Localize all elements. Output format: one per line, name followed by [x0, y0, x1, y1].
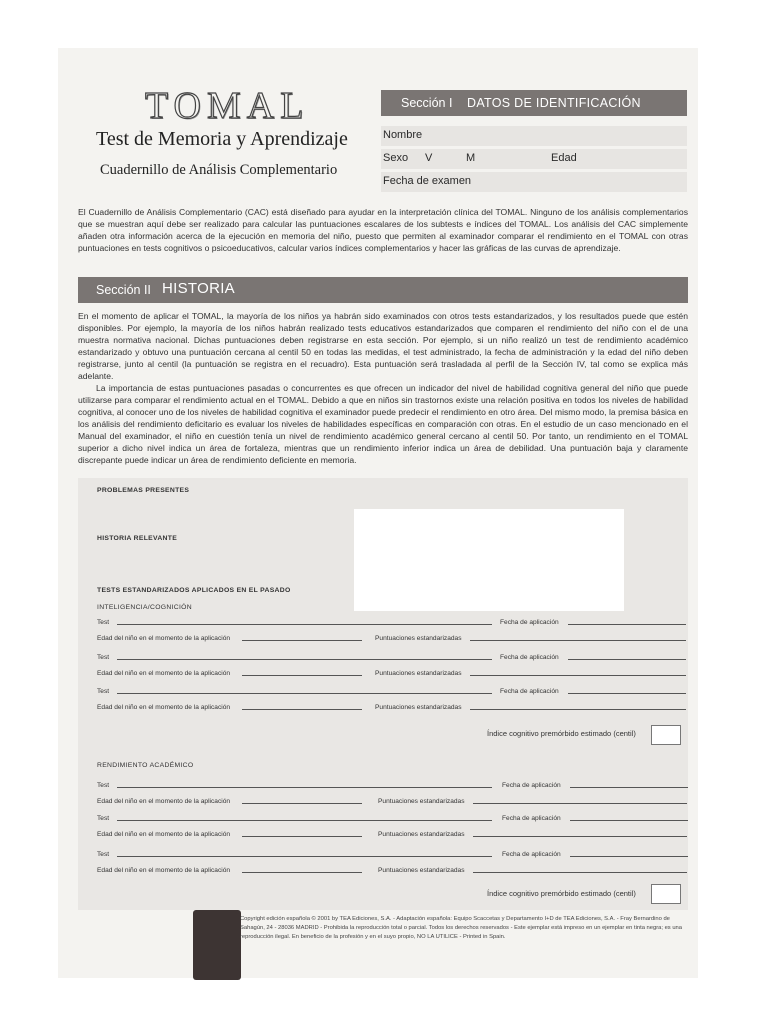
sex-age-row: [381, 149, 687, 169]
application-date-field[interactable]: [502, 851, 561, 858]
premorbid-index-label: Índice cognitivo premórbido estimado (centil): [487, 889, 636, 898]
test-label: Test: [97, 782, 110, 789]
section1-header: [381, 90, 687, 116]
cognition-heading: INTELIGENCIA/COGNICIÓN: [97, 604, 192, 611]
standard-scores-label: Puntuaciones estandarizadas: [378, 867, 465, 874]
premorbid-index-field[interactable]: [487, 729, 636, 738]
application-date-field[interactable]: [500, 619, 559, 626]
copyright-footer: Copyright edición española © 2001 by TEA Ediciones, S.A. - Adaptación española: Equipo Scaccetas y Departamento I+D de TEA Ediciones, S.A. - Fray Bernardino de Sahagún, 24 - 28036 MADRID - Prohibida la reproducción total o parcial. Todos los derechos reservados - Este ejemplar está impreso en un ejemplar en tinta negra; es una reproducción ilegal. En beneficio de la profesión y en el suyo propio, NO LA UTILICE - Printed in Spain.: [240, 916, 682, 940]
test-label: Test: [97, 619, 110, 626]
sex-label: Sexo: [383, 152, 409, 164]
premorbid-index-box[interactable]: [651, 884, 681, 904]
test-field[interactable]: [97, 619, 109, 626]
application-date-label: Fecha de aplicación: [502, 851, 561, 858]
standard-scores-field[interactable]: [378, 867, 465, 874]
test-field[interactable]: [97, 782, 109, 789]
child-age-field[interactable]: [97, 798, 230, 805]
application-date-field[interactable]: [502, 815, 561, 822]
test-field[interactable]: [97, 815, 109, 822]
test-field[interactable]: [97, 654, 109, 661]
premorbid-index-field[interactable]: [487, 889, 636, 898]
child-age-field[interactable]: [97, 704, 230, 711]
application-date-label: Fecha de aplicación: [500, 619, 559, 626]
intro-paragraph: El Cuadernillo de Análisis Complementario (CAC) está diseñado para ayudar en la interpretación clínica del TOMAL. Ninguno de los análisis complementarios que se muestran aquí debe ser realizado para calcular las puntuaciones escalares de los subtests e índices del TOMAL. Los análisis del CAC simplemente añaden otra información acerca de la ejecución en memoria del niño, puesto que permiten al examinador comparar el rendimiento en el TOMAL con otras puntuaciones en tests cognitivos o psicoeducativos, calcular varios índices complementarios y hacer las gráficas de las curvas de aprendizaje.: [78, 207, 688, 253]
standard-scores-field[interactable]: [375, 704, 462, 711]
child-age-field[interactable]: [97, 670, 230, 677]
child-age-label: Edad del niño en el momento de la aplicación: [97, 670, 231, 677]
application-date-label: Fecha de aplicación: [500, 654, 559, 661]
section2-header: [78, 277, 688, 303]
application-date-label: Fecha de aplicación: [502, 815, 561, 822]
history-paragraph-2: La importancia de estas puntuaciones pasadas o concurrentes es que ofrecen un indicador del nivel de habilidad cognitiva general del niño que puede utilizarse para comparar el rendimiento actual en el TOMAL. Debido a que en niños sin trastornos existe una relación positiva en todos los niveles de habilidad cognitiva, al conocer uno de los niveles de habilidad cognitiva el examinador puede predecir el rendimiento en otro área. Del mismo modo, la premisa básica en los análisis del rendimiento deficitario es evaluar los niveles de habilidades específicas en comparación con otras. En el estudio de un caso mencionado en el Manual del examinador, el niño en cuestión tenía un nivel de rendimiento académico general cercano al centil 50. Por tanto, un rendimiento en el TOMAL superior a dicho nivel indica un área de fortaleza, mientras que un rendimiento inferior indica un área de debilidad. Una puntuación baja y claramente discrepante puede indicar un área de rendimiento deficiente en memoria.: [78, 383, 688, 465]
exam-date-field[interactable]: [381, 172, 687, 192]
name-field[interactable]: [381, 126, 687, 146]
application-date-field[interactable]: [500, 654, 559, 661]
test-label: Test: [97, 851, 110, 858]
standard-scores-label: Puntuaciones estandarizadas: [375, 670, 462, 677]
name-label: Nombre: [383, 129, 423, 141]
standard-scores-label: Puntuaciones estandarizadas: [378, 831, 465, 838]
tests-heading: TESTS ESTANDARIZADOS APLICADOS EN EL PASADO: [97, 587, 291, 594]
redaction-stamp: [193, 910, 241, 980]
sex-option-female[interactable]: M: [466, 152, 476, 164]
child-age-label: Edad del niño en el momento de la aplicación: [97, 831, 231, 838]
child-age-label: Edad del niño en el momento de la aplicación: [97, 635, 231, 642]
application-date-label: Fecha de aplicación: [500, 688, 559, 695]
premorbid-index-label: Índice cognitivo premórbido estimado (centil): [487, 729, 636, 738]
history-paragraph-1: En el momento de aplicar el TOMAL, la mayoría de los niños ya habrán sido examinados con otros tests estandarizados, y los resultados puede que estén disponibles. Por ejemplo, la mayoría de los niños habrán realizado tests educativos estandarizados que comparen el rendimiento del niño con el de una muestra normativa nacional. Dichas puntuaciones deben registrarse en esta sección. Por ejemplo, si un niño realizó un test de rendimiento académico estandarizado y obtuvo una puntuación cercana al centil 50 en todas las medidas, el test administrado, la fecha de administración y la edad del niño deben registrarse, junto al centil (la puntuación se registra en el recuadro). Esta puntuación será trasladada al perfil de la Sección IV, tal como se explica más adelante.: [78, 311, 688, 381]
premorbid-index-box[interactable]: [651, 725, 681, 745]
section1-title: DATOS DE IDENTIFICACIÓN: [467, 96, 641, 110]
child-age-label: Edad del niño en el momento de la aplicación: [97, 704, 231, 711]
application-date-field[interactable]: [502, 782, 561, 789]
standard-scores-label: Puntuaciones estandarizadas: [375, 704, 462, 711]
age-label: Edad: [551, 152, 577, 164]
child-age-field[interactable]: [97, 831, 230, 838]
standard-scores-field[interactable]: [378, 831, 465, 838]
test-label: Test: [97, 688, 110, 695]
application-date-field[interactable]: [500, 688, 559, 695]
standard-scores-field[interactable]: [375, 670, 462, 677]
redacted-area: [354, 509, 624, 611]
test-label: Test: [97, 815, 110, 822]
standard-scores-field[interactable]: [378, 798, 465, 805]
section1-label: Sección I: [401, 96, 453, 110]
standard-scores-field[interactable]: [375, 635, 462, 642]
test-field[interactable]: [97, 851, 109, 858]
section2-label: Sección II: [96, 283, 151, 297]
document-title: Test de Memoria y Aprendizaje: [96, 128, 348, 150]
test-label: Test: [97, 654, 110, 661]
child-age-label: Edad del niño en el momento de la aplicación: [97, 798, 231, 805]
application-date-label: Fecha de aplicación: [502, 782, 561, 789]
document-subtitle: Cuadernillo de Análisis Complementario: [100, 162, 338, 178]
test-field[interactable]: [97, 688, 109, 695]
problems-label: PROBLEMAS PRESENTES: [97, 487, 190, 494]
sex-option-male[interactable]: V: [425, 152, 433, 164]
section2-title: HISTORIA: [162, 280, 235, 297]
history-label: HISTORIA RELEVANTE: [97, 535, 178, 542]
brand-logo: TOMAL: [145, 85, 310, 127]
academic-heading: RENDIMIENTO ACADÉMICO: [97, 762, 194, 769]
exam-date-label: Fecha de examen: [383, 175, 472, 187]
standard-scores-label: Puntuaciones estandarizadas: [375, 635, 462, 642]
child-age-field[interactable]: [97, 867, 230, 874]
child-age-field[interactable]: [97, 635, 230, 642]
child-age-label: Edad del niño en el momento de la aplicación: [97, 867, 231, 874]
standard-scores-label: Puntuaciones estandarizadas: [378, 798, 465, 805]
